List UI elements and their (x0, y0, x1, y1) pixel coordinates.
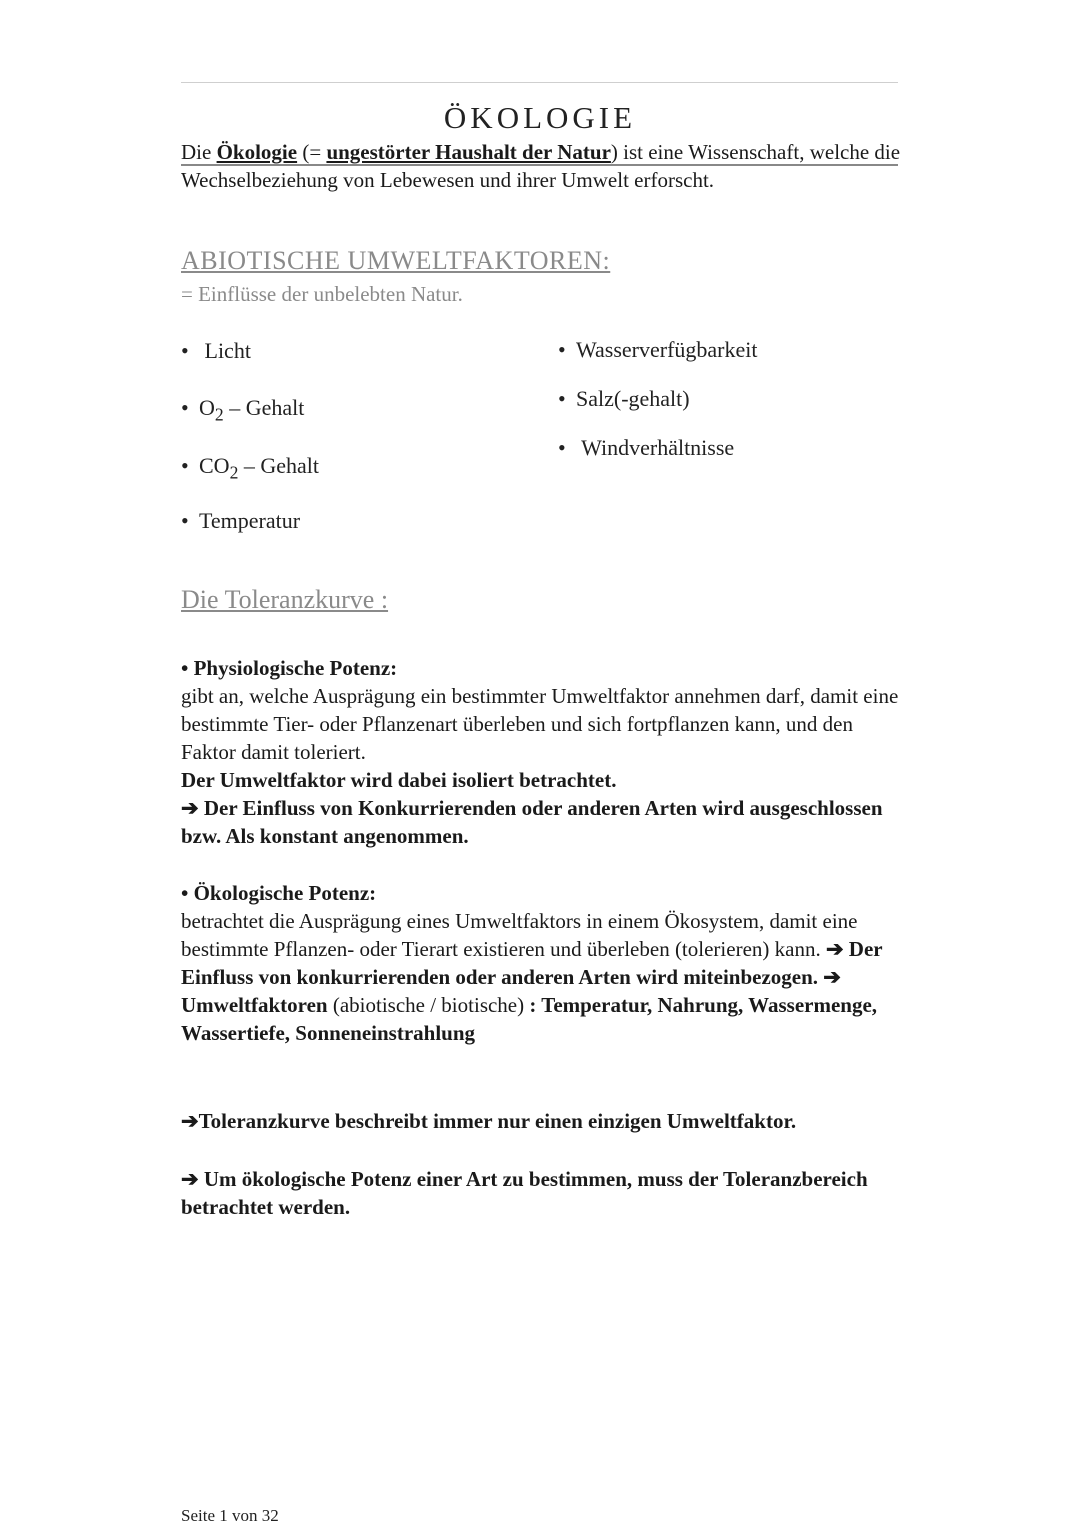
top-divider (181, 82, 898, 83)
bullet-icon: • (181, 338, 189, 363)
physiological-title: • Physiologische Potenz: (181, 656, 398, 680)
factor-wind (558, 435, 734, 461)
bullet-icon: • (181, 395, 189, 420)
subscript: 2 (229, 462, 239, 483)
ecological-section (181, 879, 911, 1047)
intro-definition: ungestörter Haushalt der Natur (326, 140, 611, 164)
ecological-bold-1: ➔ Der Einfluss von konkurrierenden oder anderen Arten wird miteinbezogen. ➔ Umweltfaktoren (181, 937, 883, 1017)
intro-text-1: Die (181, 140, 217, 164)
factor-label-rest: – Gehalt (238, 453, 320, 478)
physiological-bold-2: ➔ Der Einfluss von Konkurrierenden oder anderen Arten wird ausgeschlossen bzw. Als konstant angenommen. (181, 796, 883, 848)
bullet-icon: • (181, 453, 189, 478)
ecological-paragraph (181, 907, 911, 1047)
abiotic-heading: ABIOTISCHE UMWELTFAKTOREN: (181, 246, 611, 275)
ecological-title: • Ökologische Potenz: (181, 881, 377, 905)
factor-temperatur (181, 508, 300, 534)
ecological-bold-2: : Temperatur, Nahrung, Wassermenge, Wassertiefe, Sonneneinstrahlung (181, 993, 878, 1045)
factor-co2 (181, 453, 320, 483)
bullet-icon: • (181, 508, 189, 533)
page-number: Seite 1 von 32 (181, 1506, 279, 1525)
intro-underline (181, 164, 898, 166)
tolerance-heading: Die Toleranzkurve : (181, 585, 389, 614)
factor-label: O (199, 395, 215, 420)
physiological-text: gibt an, welche Ausprägung ein bestimmter Umweltfaktor annehmen darf, damit eine bestimmte Tier- oder Pflanzenart überleben und sich fortpflanzen kann, und den Faktor damit toleriert. (181, 684, 899, 764)
factor-label-rest: – Gehalt (223, 395, 305, 420)
factor-label: Licht (204, 338, 251, 363)
intro-text-3: ) ist eine Wissenschaft, welche die Wechselbeziehung von Lebewesen und ihrer Umwelt erforscht. (181, 140, 901, 192)
factor-salz (558, 386, 690, 412)
factor-wasser (558, 337, 757, 363)
factor-licht (181, 338, 251, 364)
physiological-bold-1: Der Umweltfaktor wird dabei isoliert betrachtet. (181, 768, 617, 792)
bullet-icon: • (558, 337, 566, 362)
intro-paragraph (181, 138, 901, 194)
ecological-text: betrachtet die Ausprägung eines Umweltfaktors in einem Ökosystem, damit eine bestimmte Pflanzen- oder Tierart existieren und überleben (tolerieren) kann. (181, 909, 858, 961)
intro-term: Ökologie (216, 140, 298, 164)
factor-label: Wasserverfügbarkeit (576, 337, 758, 362)
note-single-factor: ➔Toleranzkurve beschreibt immer nur einen einzigen Umweltfaktor. (181, 1109, 797, 1133)
note-tolerance-range: ➔ Um ökologische Potenz einer Art zu bestimmen, muss der Toleranzbereich betrachtet werden. (181, 1167, 868, 1219)
physiological-section (181, 654, 911, 850)
factor-o2 (181, 395, 305, 425)
intro-text-2: (= (297, 140, 327, 164)
factor-label: Salz(-gehalt) (576, 386, 690, 411)
bullet-icon: • (558, 386, 566, 411)
factor-label: CO (199, 453, 230, 478)
abiotic-subheading: = Einflüsse der unbelebten Natur. (181, 282, 463, 306)
bullet-icon: • (558, 435, 566, 460)
factor-label: Temperatur (199, 508, 301, 533)
factor-label: Windverhältnisse (581, 435, 735, 460)
ecological-normal: (abiotische / biotische) (327, 993, 530, 1017)
page-title: ÖKOLOGIE (443, 100, 637, 135)
subscript: 2 (214, 404, 224, 425)
